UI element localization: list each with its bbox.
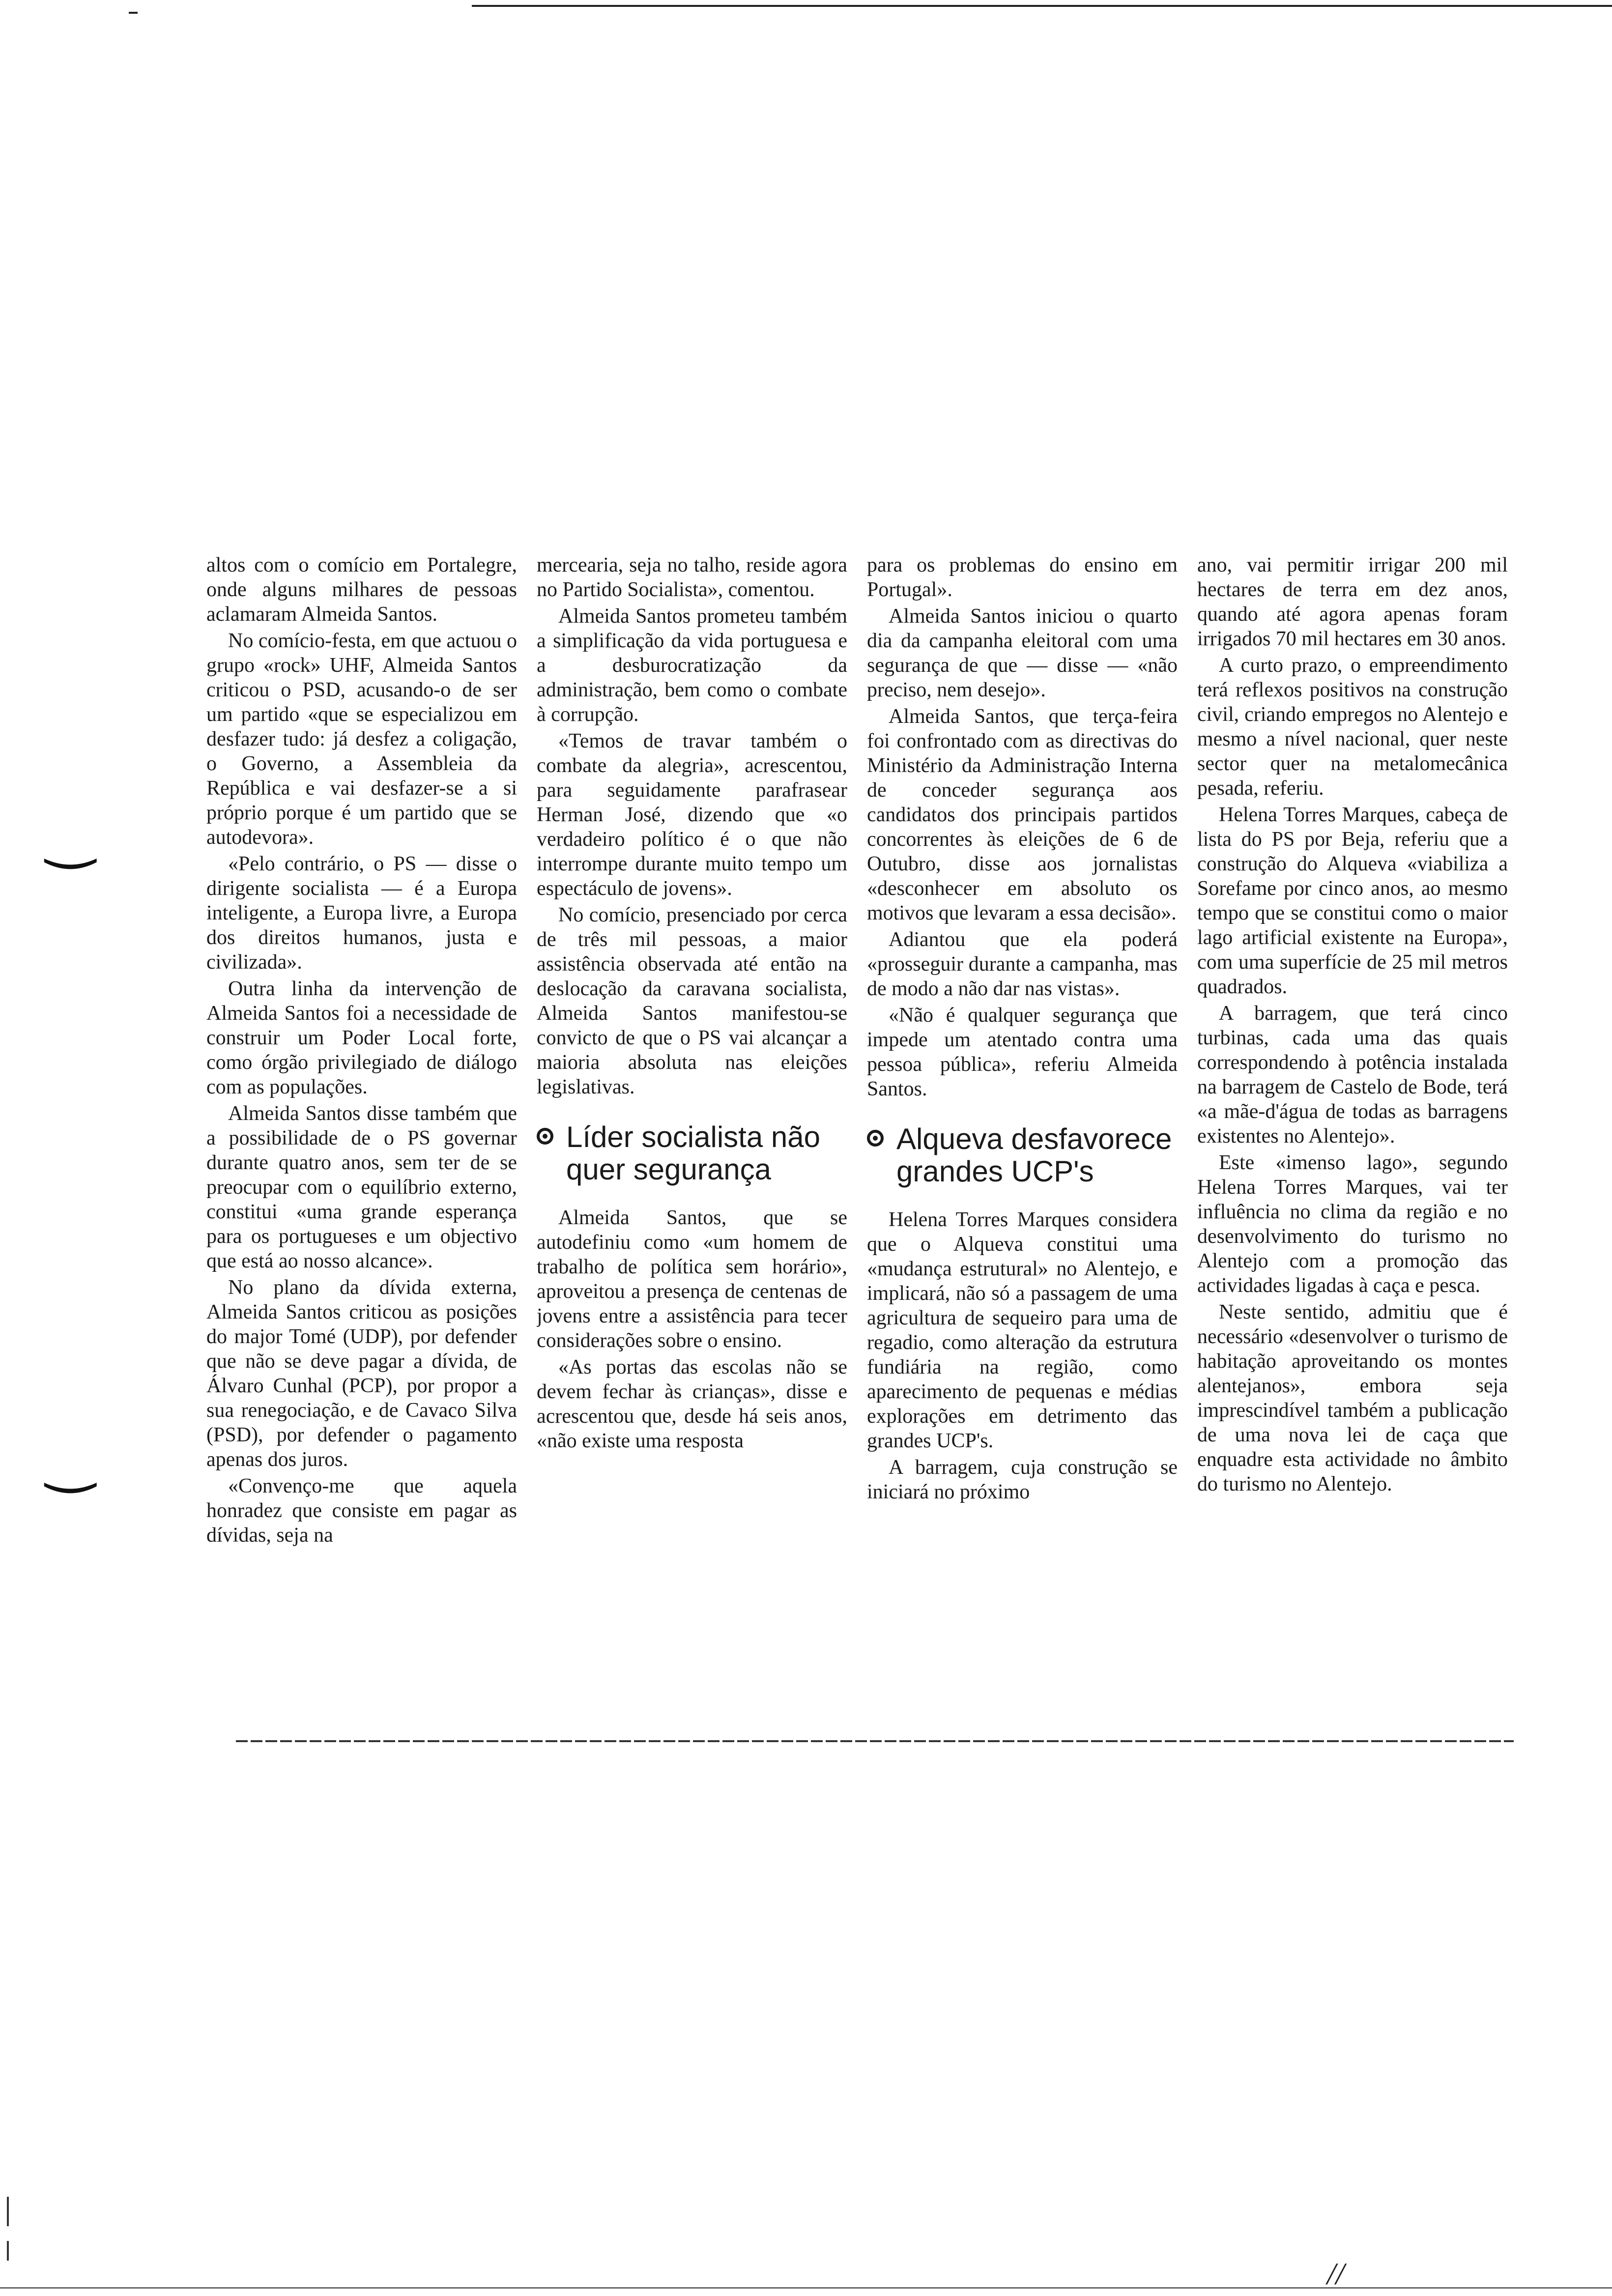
- paragraph: Almeida Santos iniciou o quarto dia da campanha eleitoral com uma segurança de que — disse — «não preciso, nem desejo».: [867, 605, 1178, 701]
- paragraph: «As portas das escolas não se devem fechar às crianças», disse e acrescentou que, desde há seis anos, «não existe uma resposta: [537, 1356, 847, 1452]
- paragraph: No comício, presenciado por cerca de três mil pessoas, a maior assistência observada até então na deslocação da caravana socialista, Almeida Santos manifestou-se convicto de que o PS vai alcançar a maioria absoluta nas eleições legislativas.: [537, 904, 847, 1098]
- paragraph: No plano da dívida externa, Almeida Santos criticou as posições do major Tomé (UDP), por defender que não se deve pagar a dívida, de Álvaro Cunhal (PCP), por propor a sua renegociação, e de Cavaco Silva (PSD), por defender o pagamento apenas dos juros.: [206, 1276, 517, 1471]
- bullet-icon: [537, 1128, 553, 1145]
- article-column-2: [537, 553, 847, 1718]
- paragraph: Almeida Santos, que se autodefiniu como «um homem de trabalho de política sem horário», aproveitou a presença de centenas de jovens entre a assistência para tecer considerações sobre o ensino.: [537, 1206, 847, 1352]
- paragraph: Neste sentido, admitiu que é necessário «desenvolver o turismo de habitação aproveitando os montes alentejanos», embora seja imprescindível também a publicação de uma nova lei de caça que enquadre esta actividade no âmbito do turismo no Alentejo.: [1197, 1301, 1508, 1495]
- newspaper-article: [206, 553, 1514, 1742]
- scan-tick-mark: [129, 12, 138, 14]
- article-column-3: [867, 553, 1178, 1718]
- paragraph: Helena Torres Marques, cabeça de lista do PS por Beja, referiu que a construção do Alqueva «viabiliza a Sorefame por cinco anos, ao mesmo tempo que se constitui como o maior lago artificial existente na Europa», com uma superfície de 25 mil metros quadrados.: [1197, 804, 1508, 998]
- paragraph: Adiantou que ela poderá «prosseguir durante a campanha, mas de modo a não dar nas vistas».: [867, 928, 1178, 1000]
- subheadline-text: Alqueva desfavorece grandes UCP's: [896, 1122, 1172, 1188]
- paragraph: Almeida Santos, que terça-feira foi confrontado com as directivas do Ministério da Administração Interna de conceder segurança aos candidatos dos principais partidos concorrentes às eleições de 6 de Outubro, disse aos jornalistas «desconhecer em absoluto os motivos que levaram a essa decisão».: [867, 705, 1178, 924]
- scan-top-rule: [472, 5, 1612, 7]
- paragraph: Almeida Santos disse também que a possibilidade de o PS governar durante quatro anos, sem ter de se preocupar com o equilíbrio externo, constitui «uma grande esperança para os portugueses e um objectivo que está ao nosso alcance».: [206, 1102, 517, 1272]
- paragraph: Este «imenso lago», segundo Helena Torres Marques, vai ter influência no clima da região e no desenvolvimento do turismo no Alentejo com a promoção das actividades ligadas à caça e pesca.: [1197, 1151, 1508, 1297]
- paragraph: ano, vai permitir irrigar 200 mil hectares de terra em dez anos, quando até agora apenas foram irrigados 70 mil hectares em 30 anos.: [1197, 554, 1508, 650]
- paragraph: «Não é qualquer segurança que impede um atentado contra uma pessoa pública», referiu Almeida Santos.: [867, 1004, 1178, 1100]
- paragraph: No comício-festa, em que actuou o grupo «rock» UHF, Almeida Santos criticou o PSD, acusando-o de ser um partido «que se especializou em desfazer tudo: já desfez a coligação, o Governo, a Assembleia da República e vai desfazer-se a si próprio porque é um partido que se autodevora».: [206, 630, 517, 849]
- paragraph: altos com o comício em Portalegre, onde alguns milhares de pessoas aclamaram Almeida Santos.: [206, 554, 517, 626]
- subheadline: [867, 1123, 1178, 1188]
- binder-hole-mark: ‿: [47, 803, 94, 868]
- paragraph: A curto prazo, o empreendimento terá reflexos positivos na construção civil, criando empregos no Alentejo e mesmo a nível nacional, quer neste sector quer na metalomecânica pesada, referiu.: [1197, 654, 1508, 800]
- paragraph: Helena Torres Marques considera que o Alqueva constitui uma «mudança estrutural» no Alentejo, e implicará, não só a passagem de uma agricultura de sequeiro para uma de regadio, como alteração da estrutura fundiária na região, como aparecimento de pequenas e médias explorações em detrimento das grandes UCP's.: [867, 1208, 1178, 1452]
- subheadline: [537, 1121, 847, 1186]
- paragraph: Outra linha da intervenção de Almeida Santos foi a necessidade de construir um Poder Local forte, como órgão privilegiado de diálogo com as populações.: [206, 977, 517, 1098]
- margin-tick: [7, 2241, 9, 2261]
- paragraph: A barragem, cuja construção se iniciará no próximo: [867, 1456, 1178, 1503]
- article-column-1: [206, 553, 517, 1718]
- article-column-4: [1197, 553, 1508, 1718]
- paragraph: Almeida Santos prometeu também a simplificação da vida portuguesa e a desburocratização da administração, bem como o combate à corrupção.: [537, 605, 847, 726]
- margin-tick: [7, 2197, 9, 2226]
- scan-bottom-edge: [0, 2287, 1612, 2289]
- bullet-icon: [867, 1130, 884, 1147]
- paragraph: A barragem, que terá cinco turbinas, cada uma das quais correspondendo à potência instalada na barragem de Castelo de Bode, terá «a mãe-d'água de todas as barragens existentes no Alentejo».: [1197, 1002, 1508, 1148]
- page-number-mark: //: [1327, 2256, 1345, 2291]
- paragraph: «Pelo contrário, o PS — disse o dirigente socialista — é a Europa inteligente, a Europa livre, a Europa dos direitos humanos, justa e civilizada».: [206, 853, 517, 974]
- paragraph: mercearia, seja no talho, reside agora no Partido Socialista», comentou.: [537, 554, 847, 601]
- paragraph: para os problemas do ensino em Portugal».: [867, 554, 1178, 601]
- subheadline-text: Líder socialista não quer segurança: [566, 1120, 820, 1186]
- binder-hole-mark: ‿: [47, 1427, 94, 1492]
- paragraph: «Convenço-me que aquela honradez que consiste em pagar as dívidas, seja na: [206, 1475, 517, 1547]
- paragraph: «Temos de travar também o combate da alegria», acrescentou, para seguidamente parafrasear Herman José, dizendo que «o verdadeiro político é o que não interrompe durante muito tempo um espectáculo de jovens».: [537, 730, 847, 900]
